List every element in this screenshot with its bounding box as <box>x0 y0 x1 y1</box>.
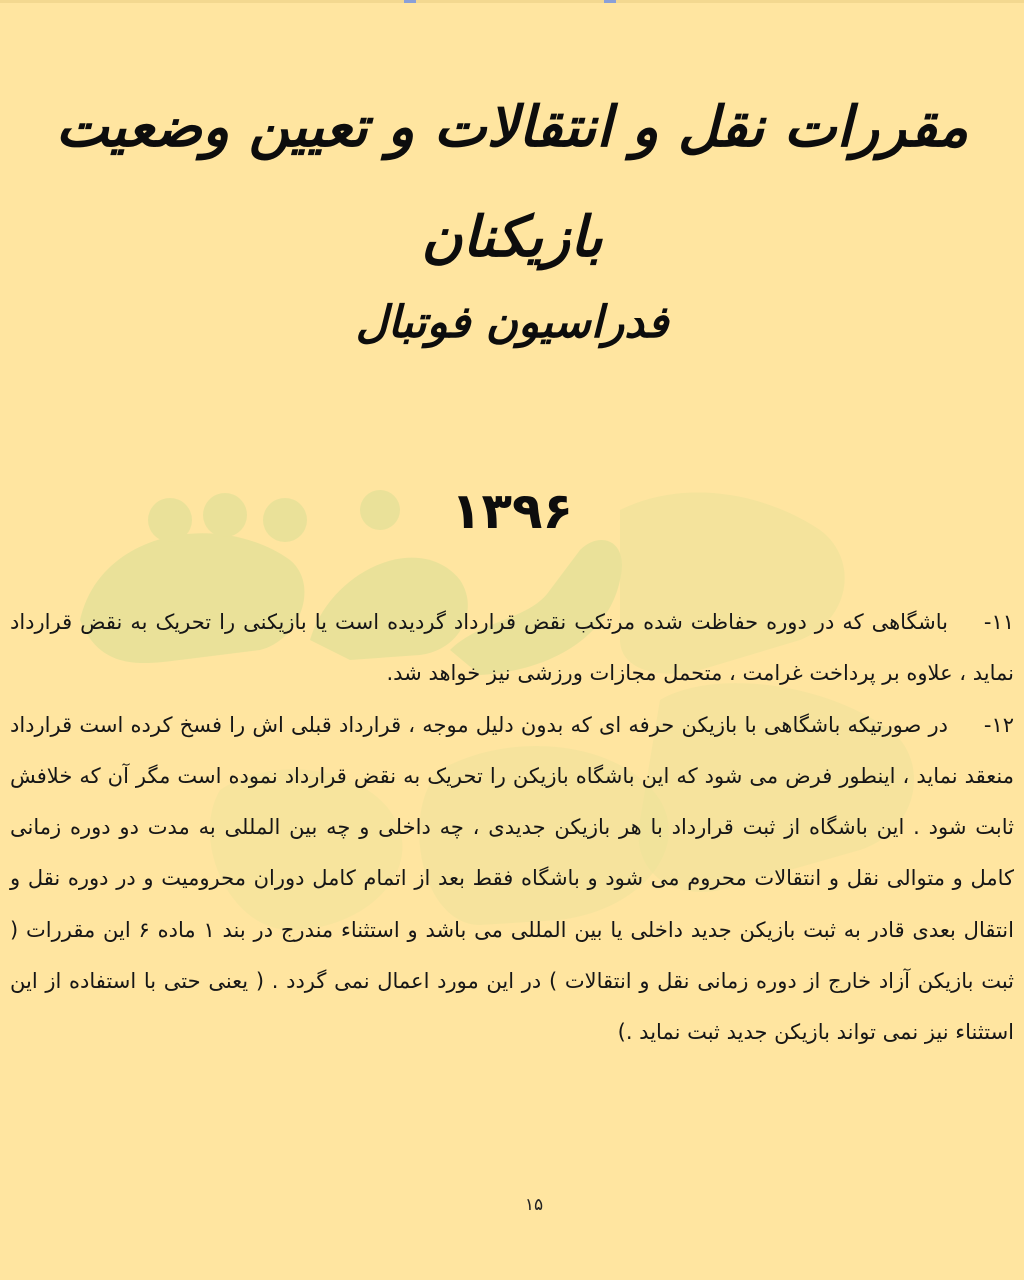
page-number: ۱۵ <box>524 1195 544 1215</box>
document-title: مقررات نقل و انتقالات و تعیین وضعیت بازیکنان <box>55 94 969 270</box>
article-text: باشگاهی که در دوره حفاظت شده مرتکب نقض قرارداد گردیده است یا بازیکنی را تحریک به نقض قرارداد نماید ، علاوه بر پرداخت غرامت ، متحمل مجازات ورزشی نیز خواهد شد. <box>10 610 1014 686</box>
article-number: ۱۱- <box>983 610 1014 634</box>
top-edge-strip <box>0 0 1024 3</box>
document-year: ۱۳۹۶ <box>450 482 574 540</box>
article-list <box>10 597 1014 1059</box>
article-item <box>10 700 1014 1059</box>
top-edge-mark <box>404 0 416 3</box>
article-item <box>10 597 1014 700</box>
top-edge-mark <box>604 0 616 3</box>
article-text: در صورتیکه باشگاهی با بازیکن حرفه ای که بدون دلیل موجه ، قرارداد قبلی اش را فسخ کرده است قرارداد منعقد نماید ، اینطور فرض می شود که این باشگاه بازیکن را تحریک به نقض قرارداد نموده است مگر آن که خلافش ثابت شود . این باشگاه از ثبت قرارداد با هر بازیکن جدیدی ، چه داخلی و چه بین المللی به مدت دو دوره زمانی کامل و متوالی نقل و انتقالات محروم می شود و باشگاه فقط بعد از اتمام کامل دوران محرومیت و در دوره نقل و انتقال بعدی قادر به ثبت بازیکن جدید داخلی یا بین المللی می باشد و استثناء مندرج در بند ۱ ماده ۶ این مقررات ( ثبت بازیکن آزاد خارج از دوره زمانی نقل و انتقالات ) در این مورد اعمال نمی گردد . ( یعنی حتی با استفاده از این استثناء نیز نمی تواند بازیکن جدید ثبت نماید .) <box>10 712 1014 1045</box>
article-number: ۱۲- <box>983 712 1014 737</box>
document-subtitle: فدراسیون فوتبال <box>355 297 669 348</box>
